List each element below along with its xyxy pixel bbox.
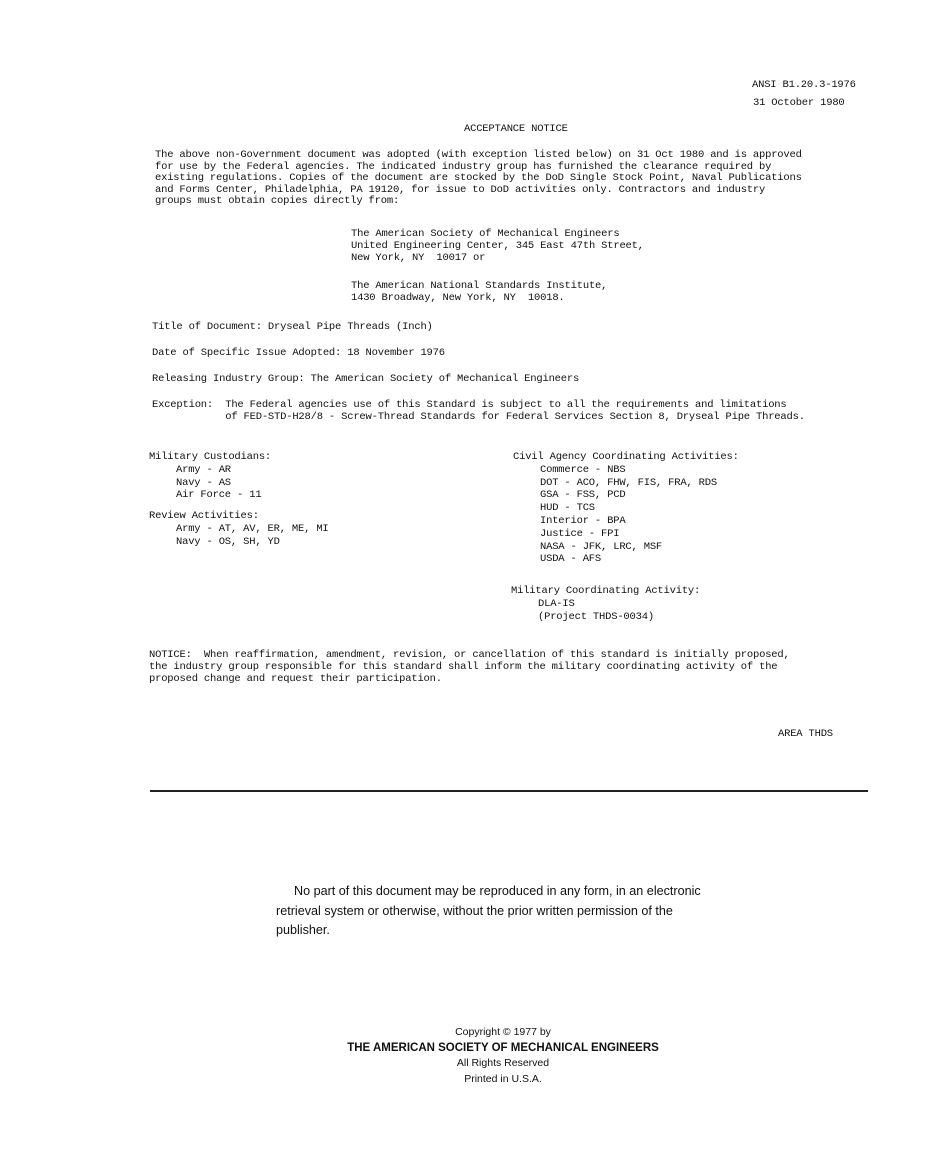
- area-code: AREA THDS: [778, 728, 833, 740]
- address-line: 1430 Broadway, New York, NY 10018.: [351, 292, 565, 304]
- civil-agency-item: HUD - TCS: [540, 502, 595, 515]
- reproduction-notice: [276, 882, 776, 941]
- address-line: The American Society of Mechanical Engineers: [351, 228, 620, 240]
- paragraph-line: for use by the Federal agencies. The indicated industry group has furnished the clearance required by: [155, 160, 772, 173]
- military-custodians-heading: Military Custodians:: [149, 451, 272, 463]
- civil-agency-block: [513, 451, 739, 566]
- civil-agency-heading: Civil Agency Coordinating Activities:: [513, 451, 739, 463]
- civil-agency-item: NASA - JFK, LRC, MSF: [540, 540, 663, 553]
- standard-number: ANSI B1.20.3-1976: [752, 79, 856, 91]
- issue-date: 31 October 1980: [753, 97, 845, 109]
- civil-agency-item: Justice - FPI: [540, 527, 620, 540]
- custodian-item: Navy - AS: [176, 476, 231, 489]
- releasing-group-field: Releasing Industry Group: The American Society of Mechanical Engineers: [152, 373, 580, 385]
- address-line: New York, NY 10017 or: [351, 252, 486, 264]
- military-coordinating-heading: Military Coordinating Activity:: [511, 585, 701, 597]
- paragraph-line: groups must obtain copies directly from:: [155, 195, 400, 208]
- paragraph-line: The above non-Government document was adopted (with exception listed below) on 31 Oct 1980 and is approved: [155, 149, 802, 161]
- acceptance-notice-title: ACCEPTANCE NOTICE: [464, 123, 568, 135]
- civil-agency-item: GSA - FSS, PCD: [540, 489, 626, 502]
- address-spacer: [351, 264, 644, 280]
- review-activities-heading: Review Activities:: [149, 510, 259, 523]
- printed-line: Printed in U.S.A.: [464, 1072, 542, 1085]
- civil-agency-item: USDA - AFS: [540, 553, 602, 566]
- addresses-block: [351, 228, 644, 304]
- military-custodians-block: [149, 451, 329, 549]
- copyright-line: Copyright © 1977 by: [455, 1026, 551, 1038]
- reaffirmation-notice: [149, 650, 869, 685]
- exception-line: Exception: The Federal agencies use of this Standard is subject to all the requirements and limitations: [152, 399, 787, 411]
- issue-adopted-field: Date of Specific Issue Adopted: 18 November 1976: [152, 347, 445, 359]
- address-line: The American National Standards Institute,: [351, 280, 608, 292]
- civil-agency-item: DOT - ACO, FHW, FIS, FRA, RDS: [540, 476, 717, 489]
- exception-block: [152, 399, 805, 423]
- notice-line: proposed change and request their participation.: [149, 672, 442, 685]
- rights-line: All Rights Reserved: [456, 1057, 550, 1069]
- coordinating-item: (Project THDS-0034): [538, 610, 654, 623]
- review-item: Navy - OS, SH, YD: [176, 535, 280, 548]
- custodian-item: Air Force - 11: [176, 489, 262, 502]
- horizontal-divider: [150, 790, 868, 792]
- adoption-paragraph: [155, 150, 875, 208]
- asme-address: [351, 228, 644, 264]
- publisher-name: THE AMERICAN SOCIETY OF MECHANICAL ENGINEERS: [347, 1041, 659, 1054]
- coordinating-item: DLA-IS: [538, 597, 575, 610]
- notice-line: the industry group responsible for this standard shall inform the military coordinating activity of the: [149, 660, 778, 673]
- document-title-field: Title of Document: Dryseal Pipe Threads (Inch): [152, 321, 433, 333]
- permission-line: retrieval system or otherwise, without the prior written permission of the: [276, 903, 673, 918]
- paragraph-line: existing regulations. Copies of the document are stocked by the DoD Single Stock Point, Naval Publications: [155, 172, 802, 185]
- ansi-address: [351, 280, 644, 304]
- paragraph-line: and Forms Center, Philadelphia, PA 19120, for issue to DoD activities only. Contractors and industry: [155, 183, 766, 196]
- custodian-item: Army - AR: [176, 463, 231, 476]
- document-designation: [752, 76, 856, 112]
- military-coordinating-block: [511, 585, 700, 623]
- exception-line: of FED-STD-H28/8 - Screw-Thread Standards for Federal Services Section 8, Dryseal Pipe Threads.: [152, 411, 805, 423]
- copyright-block: [300, 1025, 706, 1087]
- notice-line: NOTICE: When reaffirmation, amendment, revision, or cancellation of this standard is initially proposed,: [149, 649, 790, 661]
- permission-line: No part of this document may be reproduced in any form, in an electronic: [294, 884, 701, 898]
- permission-line: publisher.: [276, 923, 330, 937]
- address-line: United Engineering Center, 345 East 47th Street,: [351, 240, 644, 252]
- review-item: Army - AT, AV, ER, ME, MI: [176, 522, 329, 535]
- civil-agency-item: Interior - BPA: [540, 514, 626, 527]
- section-spacer: [149, 502, 329, 510]
- civil-agency-item: Commerce - NBS: [540, 463, 626, 476]
